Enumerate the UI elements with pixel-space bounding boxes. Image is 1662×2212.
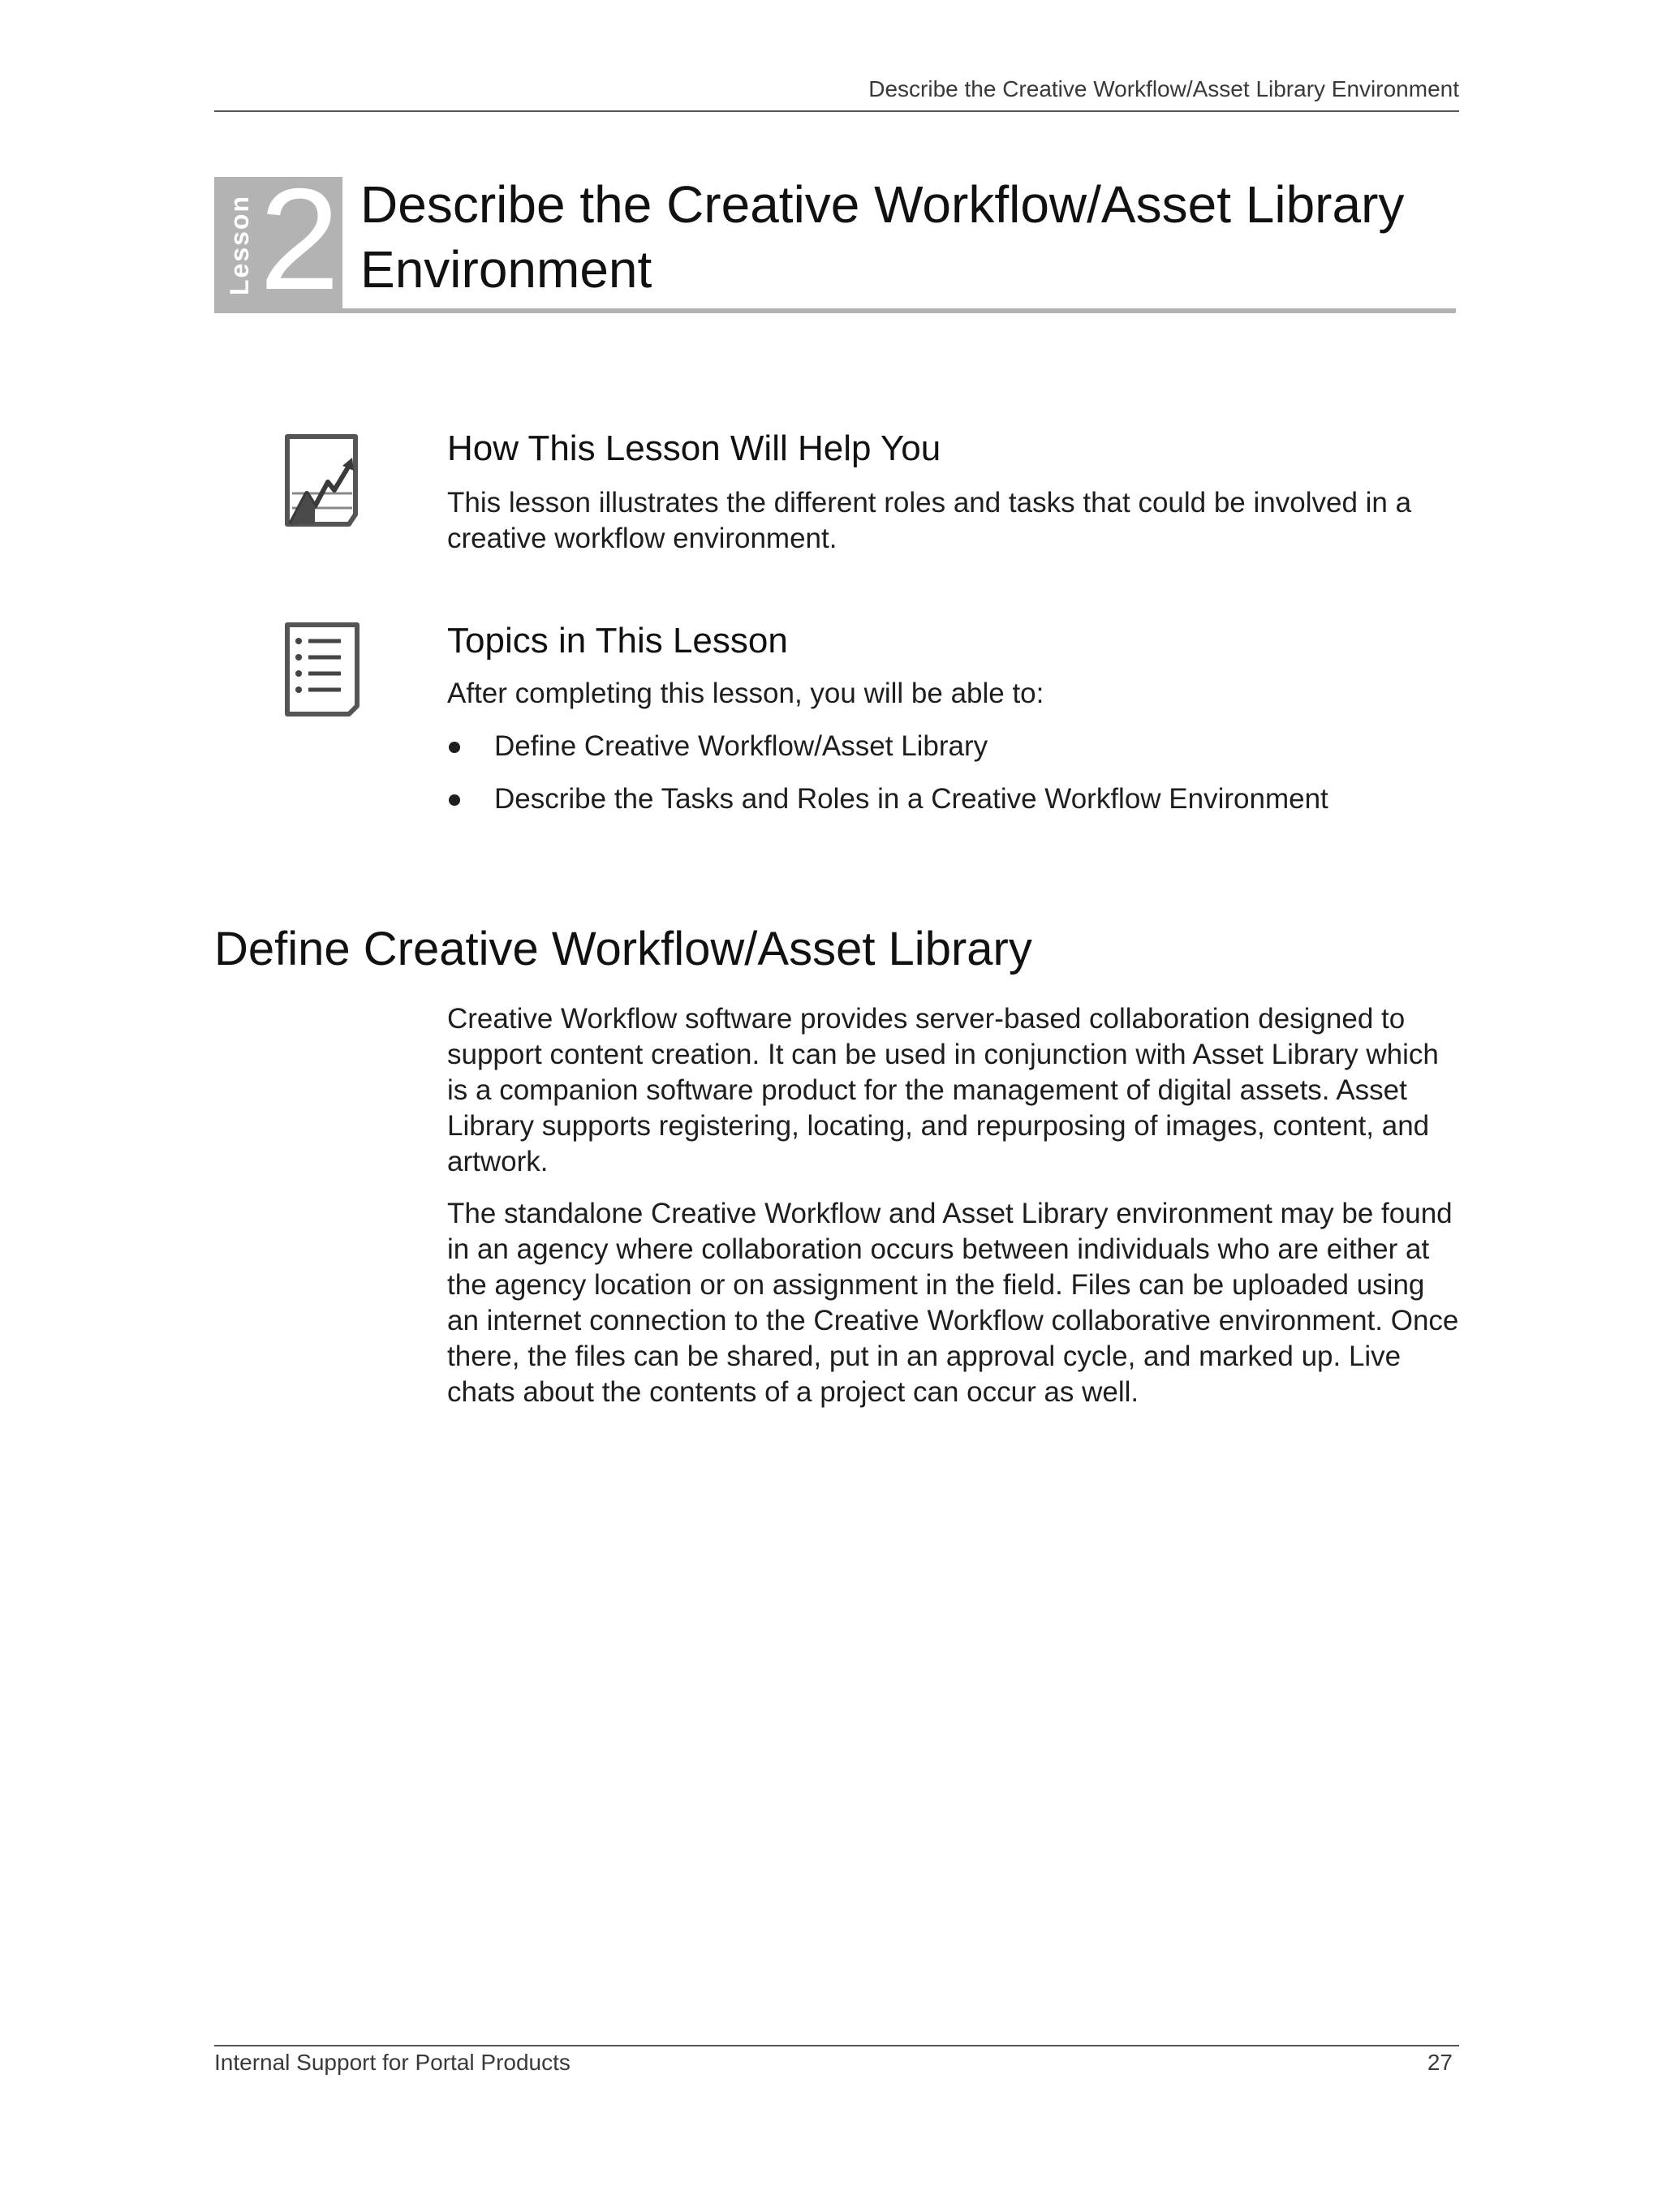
lesson-label: Lesson <box>225 194 254 296</box>
header-divider <box>214 110 1459 112</box>
title-underline <box>342 308 1456 313</box>
paragraph: The standalone Creative Workflow and Asset Library environment may be found in an agency where collaboration occurs between individuals who are either at the agency location or on assignment in the field. Files can be uploaded using an internet connection to the Creative Workflow collaborative environment. Once there, the files can be shared, put in an approval cycle, and marked up. Live chats about the contents of a project can occur as well. <box>447 1198 1459 1408</box>
topics-intro: After completing this lesson, you will be able to: <box>447 678 1044 709</box>
list-item-text: Define Creative Workflow/Asset Library <box>494 730 988 762</box>
help-heading: How This Lesson Will Help You <box>447 428 941 468</box>
list-icon <box>284 622 362 717</box>
footer-divider <box>214 2045 1459 2046</box>
chart-icon <box>284 433 362 529</box>
page-title <box>360 172 1464 302</box>
topics-heading: Topics in This Lesson <box>447 621 788 661</box>
bullet-icon <box>449 794 460 806</box>
page-number: 27 <box>1427 2050 1453 2075</box>
bullet-icon <box>449 742 460 753</box>
page-title-line-1: Describe the Creative Workflow/Asset Library <box>360 175 1405 234</box>
footer-title: Internal Support for Portal Products <box>214 2050 571 2075</box>
lesson-badge <box>214 158 342 320</box>
page-title-line-2: Environment <box>360 240 652 299</box>
paragraph: Creative Workflow software provides server-based collaboration designed to support content creation. It can be used in conjunction with Asset Library which is a companion software product for the management of digital assets. Asset Library supports registering, locating, and repurposing of images, content, and artwork. <box>447 1003 1439 1177</box>
running-header: Describe the Creative Workflow/Asset Library Environment <box>868 76 1459 101</box>
section-title: Define Creative Workflow/Asset Library <box>214 923 1032 975</box>
list-item-text: Describe the Tasks and Roles in a Creative Workflow Environment <box>494 783 1328 815</box>
help-text: This lesson illustrates the different roles and tasks that could be involved in a creative workflow environment. <box>447 487 1412 554</box>
lesson-number: 2 <box>259 158 340 320</box>
